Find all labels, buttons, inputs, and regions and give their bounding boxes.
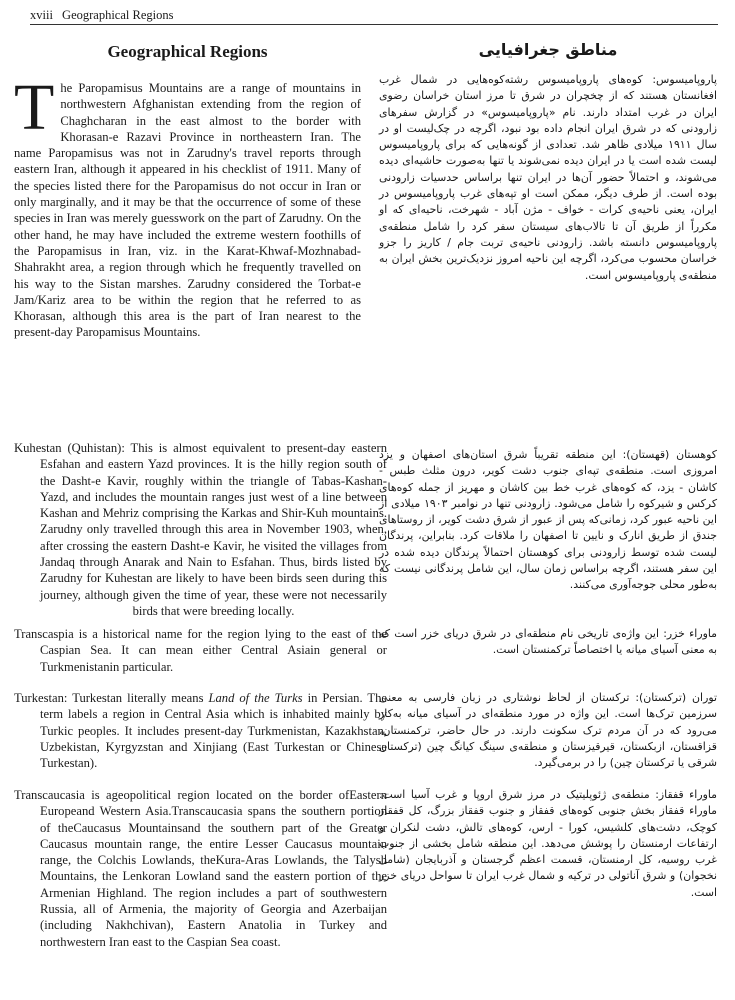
transcaucasia-persian-text: ماوراء قفقاز: منطقه‌ی ژئوپلیتیک در مرز شرق اروپا و غرب آسیا است. ماوراء قفقاز بخش جنوبی کوه‌های قفقاز و جنوب قفقاز بزرگ، کل قفقاز کوچک، دشت‌های کلشیس، کورا - ارس، کوه‌های تالش، دشت لنکران و ارتفاعات ارمنستان را پوشش می‌دهد. این منطقه شامل بخشی از جنوب غرب روسیه، کل ارمنستان، قسمت اعظم گرجستان و آذربایجان (شامل نخجوان) و شرق آناتولی در ترکیه و شمال غرب ایران تا سواحل دریای خزر است. <box>379 788 717 899</box>
kuhestan-english <box>14 440 387 619</box>
paropamisus-english-text: he Paropamisus Mountains are a range of mountains in northwestern Afghanistan extending from the region of Chaghcharan in the east almost to the border with Khorasan-e Razavi Province in northeastern Iran. The name Paropamisus was not in Zarudny's travel reports through eastern Iran, although it appeared in his checklist of 1911. Many of the species listed there for the Paropamisus do not occur in Iran or only marginally, and it may be that the occurrence of some of these species in Iran was merely guesswork on the part of Zarudny. On the other hand, he may have included the extreme western foothills of the Paropamisus in Iran, viz. in the Karat-Khwaf-Mozhnabad-Shahrakht area, a region through which he frequently travelled on his way to the Sistan marshes. Zarudny considered the Torbat-e Jam/Kariz area to be within the region that he referred to as Khorasan, although this area is the part of Iran nearest to the present-day Paropamisus Mountains. <box>14 81 361 340</box>
running-title: Geographical Regions <box>62 8 174 22</box>
drop-cap: T <box>14 71 55 144</box>
paropamisus-persian-text: پاروپامیسوس: کوه‌های پاروپامیسوس رشته‌کوه‌هایی در شمال غرب افغانستان هستند که از چخچران در شرق تا مرز استان خراسان رضوی ایران در غرب امتداد دارند. نام «پاروپامیسوس» در گزارش سفرهای زارودنی که در شرق ایران انجام داده بود نبود، اگرچه در چک‌لیست او در سال ۱۹۱۱ میلادی ظاهر شد. تعدادی از گونه‌هایی که برای پاروپامیسوس لیست شده است یا در ایران دیده نمی‌شوند یا تنها به‌صورت حاشیه‌ای دیده می‌شوند، و احتمالاً حضور آن‌ها در ایران تنها براساس حدسیات زارودنی بوده است. از طرف دیگر، ممکن است او تپه‌های غرب پاروپامیسوس در ایران، یعنی ناحیه‌ی کرات - خواف - مژن آباد - شهرخت، ناحیه‌ای که او مکرراً از طریق آن تا تالاب‌های سیستان سفر کرد را شامل منطقه‌ی پاروپامیسوس دانسته باشد. زارودنی ناحیه‌ی تربت جام / کاریز را جزو خراسان محسوب می‌کرد، اگرچه این ناحیه امروز نزدیک‌ترین بخش ایران به منطقه‌ی پاروپامیسوس است. <box>379 73 717 282</box>
turkestan-italic-term: Land of the Turks <box>208 691 303 705</box>
running-header <box>30 6 718 25</box>
paropamisus-persian <box>379 72 717 284</box>
transcaspia-english-text: Transcaspia is a historical name for the region lying to the east of the Caspian Sea. It can mean either Central Asiain general or Turkmenistanin particular. <box>14 627 387 674</box>
turkestan-text-a: Turkestan: Turkestan literally means <box>14 691 209 705</box>
turkestan-english <box>14 690 387 771</box>
transcaucasia-english-text: Transcaucasia is ageopolitical region located on the border ofEastern Europeand Western Asia.Transcaucasia spans the southern portion of theCaucasus Mountainsand the southern part of the Greater Caucasus mountain range, the entire Lesser Caucasus mountain range, the Colchis Lowlands, theKura-Aras Lowlands, the Talysh Mountains, the Lenkoran Lowland sand the eastern portion of the Armenian Highland. The region includes a part of southwestern Russia, all of Armenia, the majority of Georgia and Azerbaijan (including Nakhchivan), Eastern Anatolia in Turkey and northwestern Iran east to the Caspian Sea coast. <box>14 788 387 949</box>
kuhestan-persian-text: کوهستان (قهستان): این منطقه تقریباً شرق استان‌های اصفهان و یزد امروزی است. منطقه‌ی تپه‌ای جنوب دشت کویر، درون مثلث طبس - کاشان - یزد، که کوه‌های غرب خط بین کاشان و مهریز از جمله کوه‌های کرکس و شیرکوه را شامل می‌شود. زارودنی تنها در نوامبر ۱۹۰۳ میلادی از این ناحیه عبور کرد، زمانی‌که پس از عبور از شرق دشت کویر، از روستاهای جندق از طریق انارک و نایین تا اصفهان را ملاقات کرد. بنابراین، پرندگان لیست شده توسط زارودنی برای کوهستان احتمالاً پرندگان دیده شده در این سفر هستند، اگرچه براساس زمان سال، این شامل پرندگانی نیست که به‌طور محلی جوجه‌آوری می‌کنند. <box>379 448 718 592</box>
kuhestan-english-text: Kuhestan (Quhistan): This is almost equivalent to present-day eastern Esfahan and eastern Yazd provinces. It is the hilly region south of the Dasht-e Kavir, roughly within the triangle of Tabas-Kashan-Yazd, and includes the mountain ranges just west of a line between Kashan and Mehriz comprising the Karkas and Shir-Kuh mountains. Zarudny only travelled through this area in November 1903, when, after crossing the eastern Dasht-e Kavir, he visited the villages from Jandaq through Anarak and Nain to Esfahan. Thus, birds listed by Zarudny for Kuhestan are likely to have been birds seen during this journey, although given the time of year, these were not necessarily birds that were breeding locally. <box>14 441 387 618</box>
kuhestan-persian <box>379 447 717 594</box>
transcaspia-persian <box>379 626 717 659</box>
paropamisus-english <box>14 71 361 341</box>
transcaspia-english <box>14 626 387 675</box>
page-number: xviii <box>30 8 53 22</box>
turkestan-persian <box>379 690 717 771</box>
transcaucasia-persian <box>379 787 717 901</box>
persian-title: مناطق جغرافیایی <box>478 40 618 59</box>
transcaspia-persian-text: ماوراء خزر: این واژه‌ی تاریخی نام منطقه‌ای در شرق دریای خزر است که به معنی آسیای میانه یا اختصاصاً ترکمنستان است. <box>379 627 717 657</box>
turkestan-english-text <box>14 690 387 771</box>
english-title: Geographical Regions <box>107 42 268 61</box>
turkestan-text-b: in Persian. The term labels a region in Central Asia which is inhabited mainly by Turkic peoples. It includes present-day Turkmenistan, Kazakhstan, Uzbekistan, Kyrgyzstan and Xinjiang (East Turkestan or Chinese Turkestan). <box>40 691 387 771</box>
turkestan-persian-text: توران (ترکستان): ترکستان از لحاظ نوشتاری در زبان فارسی به معنی سرزمین ترک‌ها است. این واژه در مورد منطقه‌ای در آسیای میانه به‌کار می‌رود که در آن مردم ترک سکونت دارند. در حال حاضر، ترکمنستان، قزاقستان، ازبکستان، قیرقیزستان و منطقه‌ی سینگ کیانگ چین (ترکستان شرقی یا ترکستان چین) را در برمی‌گیرد. <box>379 691 717 770</box>
transcaucasia-english <box>14 787 387 950</box>
